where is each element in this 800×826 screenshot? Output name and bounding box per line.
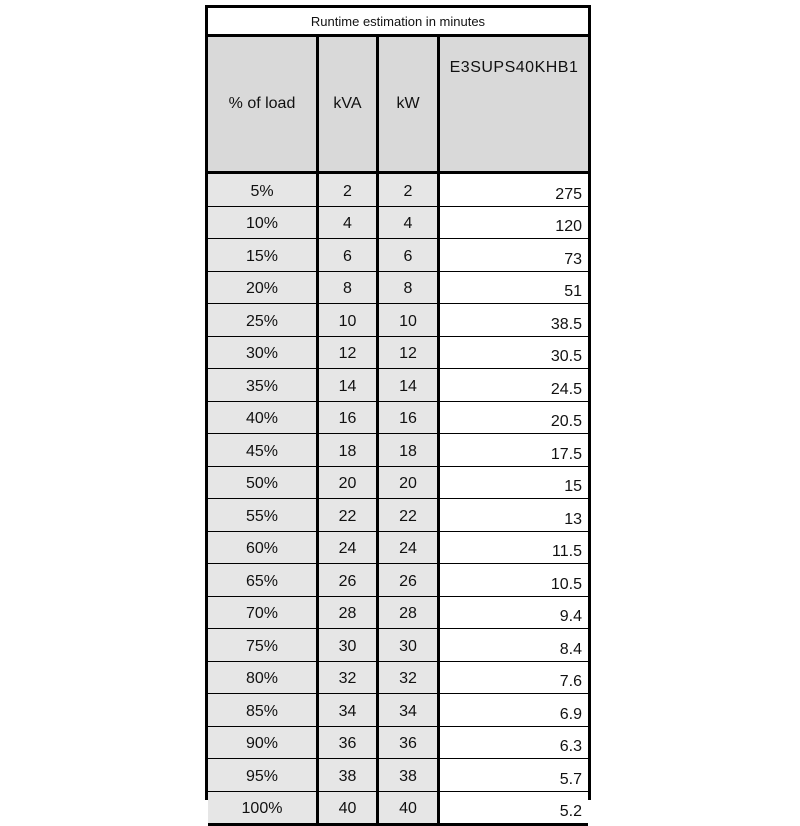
row-runtime: 8.4 bbox=[440, 629, 588, 661]
row-kva: 2 bbox=[319, 174, 379, 206]
row-percent-load: 20% bbox=[208, 272, 319, 304]
row-kva: 10 bbox=[319, 304, 379, 336]
row-percent-load: 10% bbox=[208, 207, 319, 239]
row-kw: 16 bbox=[379, 402, 440, 434]
row-percent-load: 70% bbox=[208, 597, 319, 629]
table-row bbox=[208, 402, 588, 435]
table-row bbox=[208, 499, 588, 532]
table-row bbox=[208, 792, 588, 826]
row-percent-load: 60% bbox=[208, 532, 319, 564]
table-row bbox=[208, 467, 588, 500]
row-kva: 8 bbox=[319, 272, 379, 304]
row-percent-load: 35% bbox=[208, 369, 319, 401]
row-runtime: 51 bbox=[440, 272, 588, 304]
row-runtime: 10.5 bbox=[440, 564, 588, 596]
table-row bbox=[208, 759, 588, 792]
row-kw: 8 bbox=[379, 272, 440, 304]
table-row bbox=[208, 727, 588, 760]
row-kva: 30 bbox=[319, 629, 379, 661]
row-runtime: 15 bbox=[440, 467, 588, 499]
row-kva: 36 bbox=[319, 727, 379, 759]
row-kw: 10 bbox=[379, 304, 440, 336]
row-kva: 20 bbox=[319, 467, 379, 499]
row-kw: 22 bbox=[379, 499, 440, 531]
row-runtime: 6.9 bbox=[440, 694, 588, 726]
row-kw: 34 bbox=[379, 694, 440, 726]
row-runtime: 120 bbox=[440, 207, 588, 239]
row-kw: 40 bbox=[379, 792, 440, 824]
row-runtime: 9.4 bbox=[440, 597, 588, 629]
table-row bbox=[208, 174, 588, 207]
row-percent-load: 25% bbox=[208, 304, 319, 336]
row-runtime: 13 bbox=[440, 499, 588, 531]
row-runtime: 6.3 bbox=[440, 727, 588, 759]
header-kw: kW bbox=[379, 37, 440, 171]
header-kva: kVA bbox=[319, 37, 379, 171]
row-percent-load: 85% bbox=[208, 694, 319, 726]
row-runtime: 275 bbox=[440, 174, 588, 206]
row-runtime: 30.5 bbox=[440, 337, 588, 369]
table-row bbox=[208, 564, 588, 597]
row-percent-load: 50% bbox=[208, 467, 319, 499]
row-runtime: 7.6 bbox=[440, 662, 588, 694]
row-kva: 14 bbox=[319, 369, 379, 401]
header-row bbox=[208, 37, 588, 174]
row-kva: 40 bbox=[319, 792, 379, 824]
row-kw: 14 bbox=[379, 369, 440, 401]
row-percent-load: 90% bbox=[208, 727, 319, 759]
header-percent-load: % of load bbox=[208, 37, 319, 171]
row-kva: 34 bbox=[319, 694, 379, 726]
row-percent-load: 75% bbox=[208, 629, 319, 661]
row-percent-load: 100% bbox=[208, 792, 319, 824]
row-kva: 16 bbox=[319, 402, 379, 434]
row-runtime: 17.5 bbox=[440, 434, 588, 466]
row-kw: 2 bbox=[379, 174, 440, 206]
table-row bbox=[208, 597, 588, 630]
table-row bbox=[208, 337, 588, 370]
table-row bbox=[208, 532, 588, 565]
table-row bbox=[208, 304, 588, 337]
table-row bbox=[208, 662, 588, 695]
row-percent-load: 80% bbox=[208, 662, 319, 694]
row-percent-load: 45% bbox=[208, 434, 319, 466]
row-kva: 12 bbox=[319, 337, 379, 369]
table-row bbox=[208, 694, 588, 727]
row-percent-load: 15% bbox=[208, 239, 319, 271]
row-percent-load: 30% bbox=[208, 337, 319, 369]
row-runtime: 11.5 bbox=[440, 532, 588, 564]
row-runtime: 24.5 bbox=[440, 369, 588, 401]
row-kva: 32 bbox=[319, 662, 379, 694]
table-title: Runtime estimation in minutes bbox=[208, 8, 588, 37]
row-kva: 38 bbox=[319, 759, 379, 791]
table-row bbox=[208, 629, 588, 662]
row-kva: 28 bbox=[319, 597, 379, 629]
row-kva: 6 bbox=[319, 239, 379, 271]
row-kw: 32 bbox=[379, 662, 440, 694]
row-kw: 30 bbox=[379, 629, 440, 661]
table-body bbox=[208, 174, 588, 826]
table-row bbox=[208, 239, 588, 272]
row-percent-load: 65% bbox=[208, 564, 319, 596]
row-runtime: 5.7 bbox=[440, 759, 588, 791]
row-kw: 24 bbox=[379, 532, 440, 564]
table-row bbox=[208, 207, 588, 240]
row-percent-load: 55% bbox=[208, 499, 319, 531]
row-kva: 26 bbox=[319, 564, 379, 596]
row-percent-load: 5% bbox=[208, 174, 319, 206]
row-percent-load: 95% bbox=[208, 759, 319, 791]
row-kw: 18 bbox=[379, 434, 440, 466]
row-runtime: 38.5 bbox=[440, 304, 588, 336]
row-kva: 24 bbox=[319, 532, 379, 564]
row-kva: 4 bbox=[319, 207, 379, 239]
header-model: E3SUPS40KHB1 bbox=[440, 37, 588, 171]
runtime-table bbox=[205, 5, 591, 800]
table-row bbox=[208, 369, 588, 402]
row-kva: 18 bbox=[319, 434, 379, 466]
row-runtime: 73 bbox=[440, 239, 588, 271]
row-kw: 28 bbox=[379, 597, 440, 629]
table-row bbox=[208, 434, 588, 467]
row-runtime: 20.5 bbox=[440, 402, 588, 434]
row-kw: 4 bbox=[379, 207, 440, 239]
row-kw: 6 bbox=[379, 239, 440, 271]
row-kw: 36 bbox=[379, 727, 440, 759]
row-kw: 12 bbox=[379, 337, 440, 369]
table-row bbox=[208, 272, 588, 305]
row-kva: 22 bbox=[319, 499, 379, 531]
row-kw: 38 bbox=[379, 759, 440, 791]
row-kw: 20 bbox=[379, 467, 440, 499]
row-kw: 26 bbox=[379, 564, 440, 596]
row-percent-load: 40% bbox=[208, 402, 319, 434]
row-runtime: 5.2 bbox=[440, 792, 588, 824]
